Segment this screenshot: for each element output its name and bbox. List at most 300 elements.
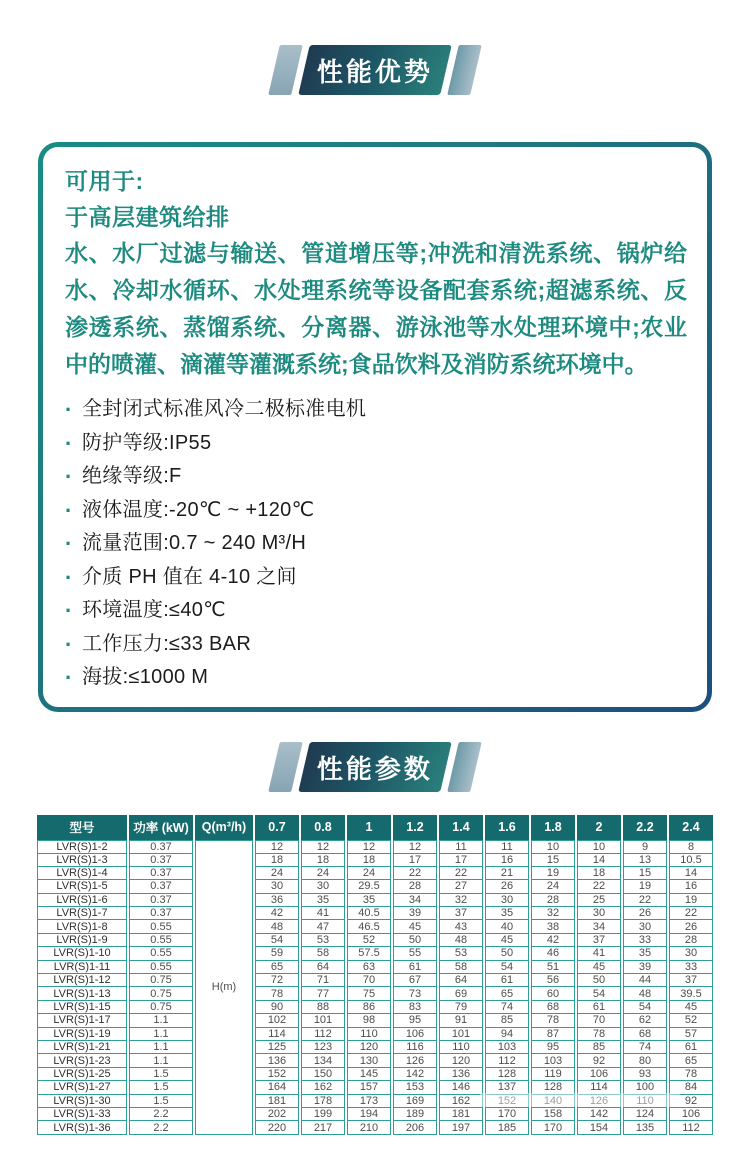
- head-value-cell: 54: [255, 934, 299, 947]
- head-value-cell: 78: [577, 1028, 621, 1041]
- head-value-cell: 26: [669, 920, 713, 933]
- spec-item-insulation: · 绝缘等级:F: [65, 460, 687, 494]
- head-value-cell: 8: [669, 840, 713, 854]
- head-value-cell: 28: [531, 894, 575, 907]
- head-value-cell: 40: [485, 920, 529, 933]
- head-meters-cell: H(m): [195, 840, 253, 1135]
- badge-accent-left: [268, 742, 303, 792]
- head-value-cell: 197: [439, 1121, 483, 1134]
- column-header: 1.6: [485, 815, 529, 840]
- head-value-cell: 100: [623, 1081, 667, 1094]
- power-cell: 2.2: [129, 1108, 193, 1121]
- head-value-cell: 136: [439, 1068, 483, 1081]
- head-value-cell: 83: [393, 1001, 437, 1014]
- head-value-cell: 45: [485, 934, 529, 947]
- head-value-cell: 125: [255, 1041, 299, 1054]
- spec-item-motor: · 全封闭式标准风冷二极标准电机: [65, 393, 687, 427]
- model-cell: LVR(S)1-33: [37, 1108, 127, 1121]
- column-header: 0.8: [301, 815, 345, 840]
- badge-accent-right: [447, 45, 482, 95]
- model-cell: LVR(S)1-9: [37, 934, 127, 947]
- head-value-cell: 114: [255, 1028, 299, 1041]
- head-value-cell: 126: [393, 1054, 437, 1067]
- head-value-cell: 22: [393, 867, 437, 880]
- head-value-cell: 18: [301, 854, 345, 867]
- head-value-cell: 74: [623, 1041, 667, 1054]
- column-header: 1.2: [393, 815, 437, 840]
- column-header: 2.4: [669, 815, 713, 840]
- model-cell: LVR(S)1-21: [37, 1041, 127, 1054]
- head-value-cell: 95: [531, 1041, 575, 1054]
- table-row: [37, 1001, 713, 1014]
- head-value-cell: 162: [301, 1081, 345, 1094]
- head-value-cell: 24: [347, 867, 391, 880]
- head-value-cell: 103: [485, 1041, 529, 1054]
- head-value-cell: 173: [347, 1095, 391, 1108]
- head-value-cell: 62: [623, 1014, 667, 1027]
- head-value-cell: 38: [531, 920, 575, 933]
- head-value-cell: 57.5: [347, 947, 391, 960]
- head-value-cell: 85: [485, 1014, 529, 1027]
- head-value-cell: 78: [255, 987, 299, 1000]
- head-value-cell: 12: [347, 840, 391, 854]
- table-row: [37, 840, 713, 854]
- head-value-cell: 91: [439, 1014, 483, 1027]
- power-cell: 0.37: [129, 867, 193, 880]
- head-value-cell: 68: [531, 1001, 575, 1014]
- spec-item-ph: · 介质 PH 值在 4-10 之间: [65, 561, 687, 595]
- head-value-cell: 120: [439, 1054, 483, 1067]
- head-value-cell: 90: [255, 1001, 299, 1014]
- head-value-cell: 69: [439, 987, 483, 1000]
- column-header: 1: [347, 815, 391, 840]
- head-value-cell: 30: [623, 920, 667, 933]
- head-value-cell: 43: [439, 920, 483, 933]
- head-value-cell: 33: [623, 934, 667, 947]
- head-value-cell: 84: [669, 1081, 713, 1094]
- badge-shape: [298, 742, 452, 792]
- power-cell: 1.5: [129, 1095, 193, 1108]
- power-cell: 1.1: [129, 1028, 193, 1041]
- head-value-cell: 30: [301, 880, 345, 893]
- model-cell: LVR(S)1-17: [37, 1014, 127, 1027]
- head-value-cell: 110: [439, 1041, 483, 1054]
- model-cell: LVR(S)1-27: [37, 1081, 127, 1094]
- head-value-cell: 46: [531, 947, 575, 960]
- head-value-cell: 65: [255, 961, 299, 974]
- head-value-cell: 86: [347, 1001, 391, 1014]
- head-value-cell: 53: [301, 934, 345, 947]
- model-cell: LVR(S)1-4: [37, 867, 127, 880]
- head-value-cell: 112: [485, 1054, 529, 1067]
- head-value-cell: 65: [669, 1054, 713, 1067]
- head-value-cell: 22: [623, 894, 667, 907]
- head-value-cell: 52: [347, 934, 391, 947]
- head-value-cell: 61: [485, 974, 529, 987]
- head-value-cell: 142: [393, 1068, 437, 1081]
- head-value-cell: 42: [255, 907, 299, 920]
- head-value-cell: 142: [577, 1108, 621, 1121]
- model-cell: LVR(S)1-13: [37, 987, 127, 1000]
- head-value-cell: 220: [255, 1121, 299, 1134]
- head-value-cell: 32: [531, 907, 575, 920]
- head-value-cell: 206: [393, 1121, 437, 1134]
- head-value-cell: 45: [393, 920, 437, 933]
- head-value-cell: 137: [485, 1081, 529, 1094]
- section-title-advantages: 性能优势: [316, 56, 433, 87]
- head-value-cell: 65: [485, 987, 529, 1000]
- table-row: [37, 907, 713, 920]
- badge-accent-left: [268, 45, 303, 95]
- head-value-cell: 18: [347, 854, 391, 867]
- head-value-cell: 42: [531, 934, 575, 947]
- head-value-cell: 112: [301, 1028, 345, 1041]
- power-cell: 0.37: [129, 907, 193, 920]
- head-value-cell: 130: [347, 1054, 391, 1067]
- column-header: 型号: [37, 815, 127, 840]
- head-value-cell: 16: [669, 880, 713, 893]
- head-value-cell: 92: [669, 1095, 713, 1108]
- head-value-cell: 30: [255, 880, 299, 893]
- table-row: [37, 920, 713, 933]
- power-cell: 0.37: [129, 840, 193, 854]
- head-value-cell: 95: [393, 1014, 437, 1027]
- head-value-cell: 13: [623, 854, 667, 867]
- head-value-cell: 103: [531, 1054, 575, 1067]
- head-value-cell: 145: [347, 1068, 391, 1081]
- head-value-cell: 162: [439, 1095, 483, 1108]
- intro-line-1: 可用于:: [65, 168, 144, 194]
- head-value-cell: 18: [577, 867, 621, 880]
- applications-paragraph: 水、水厂过滤与输送、管道增压等;冲洗和清洗系统、锅炉给水、冷却水循环、水处理系统等设备配套系统;超滤系统、反渗透系统、蒸馏系统、分离器、游泳池等水处理环境中;农业中的喷灌、滴灌等灌溉系统;食品饮料及消防系统环境中。: [65, 240, 687, 377]
- table-row: [37, 947, 713, 960]
- head-value-cell: 178: [301, 1095, 345, 1108]
- head-value-cell: 24: [301, 867, 345, 880]
- model-cell: LVR(S)1-30: [37, 1095, 127, 1108]
- head-value-cell: 10.5: [669, 854, 713, 867]
- head-value-cell: 87: [531, 1028, 575, 1041]
- head-value-cell: 150: [301, 1068, 345, 1081]
- table-row: [37, 1014, 713, 1027]
- head-value-cell: 92: [577, 1054, 621, 1067]
- head-value-cell: 94: [485, 1028, 529, 1041]
- head-value-cell: 39: [393, 907, 437, 920]
- model-cell: LVR(S)1-11: [37, 961, 127, 974]
- table-row: [37, 1095, 713, 1108]
- table-row: [37, 1028, 713, 1041]
- spec-item-altitude: · 海拔:≤1000 M: [65, 661, 687, 695]
- head-value-cell: 19: [623, 880, 667, 893]
- head-value-cell: 185: [485, 1121, 529, 1134]
- head-value-cell: 53: [439, 947, 483, 960]
- head-value-cell: 114: [577, 1081, 621, 1094]
- head-value-cell: 152: [255, 1068, 299, 1081]
- head-value-cell: 106: [577, 1068, 621, 1081]
- head-value-cell: 164: [255, 1081, 299, 1094]
- power-cell: 0.37: [129, 894, 193, 907]
- head-value-cell: 101: [301, 1014, 345, 1027]
- head-value-cell: 102: [255, 1014, 299, 1027]
- head-value-cell: 106: [393, 1028, 437, 1041]
- head-value-cell: 170: [531, 1121, 575, 1134]
- head-value-cell: 15: [623, 867, 667, 880]
- head-value-cell: 21: [485, 867, 529, 880]
- head-value-cell: 22: [439, 867, 483, 880]
- head-value-cell: 12: [255, 840, 299, 854]
- head-value-cell: 36: [255, 894, 299, 907]
- head-value-cell: 64: [439, 974, 483, 987]
- power-cell: 0.55: [129, 947, 193, 960]
- head-value-cell: 16: [485, 854, 529, 867]
- column-header: 1.4: [439, 815, 483, 840]
- spec-list: [65, 393, 687, 695]
- head-value-cell: 28: [669, 934, 713, 947]
- head-value-cell: 60: [531, 987, 575, 1000]
- head-value-cell: 181: [255, 1095, 299, 1108]
- head-value-cell: 106: [669, 1108, 713, 1121]
- head-value-cell: 199: [301, 1108, 345, 1121]
- spec-item-ambient-temp: · 环境温度:≤40℃: [65, 594, 687, 628]
- head-value-cell: 32: [439, 894, 483, 907]
- table-row: [37, 974, 713, 987]
- head-value-cell: 26: [623, 907, 667, 920]
- power-cell: 0.37: [129, 854, 193, 867]
- head-value-cell: 48: [623, 987, 667, 1000]
- head-value-cell: 128: [485, 1068, 529, 1081]
- head-value-cell: 146: [439, 1081, 483, 1094]
- power-cell: 1.1: [129, 1014, 193, 1027]
- head-value-cell: 74: [485, 1001, 529, 1014]
- power-cell: 0.55: [129, 934, 193, 947]
- head-value-cell: 51: [531, 961, 575, 974]
- head-value-cell: 50: [577, 974, 621, 987]
- head-value-cell: 40.5: [347, 907, 391, 920]
- spec-item-liquid-temp: · 液体温度:-20℃ ~ +120℃: [65, 494, 687, 528]
- head-value-cell: 45: [669, 1001, 713, 1014]
- badge-shape: [298, 45, 452, 95]
- column-header: 2: [577, 815, 621, 840]
- table-row: [37, 961, 713, 974]
- table-row: [37, 1054, 713, 1067]
- head-value-cell: 98: [347, 1014, 391, 1027]
- head-value-cell: 22: [577, 880, 621, 893]
- head-value-cell: 189: [393, 1108, 437, 1121]
- head-value-cell: 135: [623, 1121, 667, 1134]
- head-value-cell: 50: [393, 934, 437, 947]
- head-value-cell: 10: [531, 840, 575, 854]
- head-value-cell: 14: [577, 854, 621, 867]
- column-header: 2.2: [623, 815, 667, 840]
- head-value-cell: 70: [577, 1014, 621, 1027]
- info-box: [43, 147, 707, 707]
- table-header-row: [37, 815, 713, 840]
- head-value-cell: 26: [485, 880, 529, 893]
- power-cell: 1.1: [129, 1041, 193, 1054]
- head-value-cell: 136: [255, 1054, 299, 1067]
- head-value-cell: 18: [255, 854, 299, 867]
- head-value-cell: 58: [301, 947, 345, 960]
- head-value-cell: 15: [531, 854, 575, 867]
- head-value-cell: 73: [393, 987, 437, 1000]
- head-value-cell: 39: [623, 961, 667, 974]
- head-value-cell: 181: [439, 1108, 483, 1121]
- head-value-cell: 70: [347, 974, 391, 987]
- head-value-cell: 123: [301, 1041, 345, 1054]
- head-value-cell: 9: [623, 840, 667, 854]
- head-value-cell: 119: [531, 1068, 575, 1081]
- head-value-cell: 10: [577, 840, 621, 854]
- head-value-cell: 19: [531, 867, 575, 880]
- power-cell: 0.75: [129, 1001, 193, 1014]
- model-cell: LVR(S)1-2: [37, 840, 127, 854]
- section-badge-parameters: [0, 742, 750, 792]
- head-value-cell: 30: [577, 907, 621, 920]
- head-value-cell: 44: [623, 974, 667, 987]
- head-value-cell: 46.5: [347, 920, 391, 933]
- head-value-cell: 170: [485, 1108, 529, 1121]
- head-value-cell: 54: [577, 987, 621, 1000]
- model-cell: LVR(S)1-6: [37, 894, 127, 907]
- head-value-cell: 56: [531, 974, 575, 987]
- head-value-cell: 67: [393, 974, 437, 987]
- head-value-cell: 126: [577, 1095, 621, 1108]
- column-header: 0.7: [255, 815, 299, 840]
- section-badge-advantages: [0, 45, 750, 95]
- head-value-cell: 25: [577, 894, 621, 907]
- model-cell: LVR(S)1-12: [37, 974, 127, 987]
- head-value-cell: 61: [669, 1041, 713, 1054]
- head-value-cell: 48: [439, 934, 483, 947]
- head-value-cell: 152: [485, 1095, 529, 1108]
- head-value-cell: 54: [623, 1001, 667, 1014]
- head-value-cell: 22: [669, 907, 713, 920]
- table-row: [37, 880, 713, 893]
- section-title-parameters: 性能参数: [316, 753, 433, 783]
- power-cell: 0.55: [129, 920, 193, 933]
- power-cell: 0.75: [129, 987, 193, 1000]
- model-cell: LVR(S)1-36: [37, 1121, 127, 1134]
- head-value-cell: 78: [531, 1014, 575, 1027]
- column-header: Q(m³/h): [195, 815, 253, 840]
- head-value-cell: 71: [301, 974, 345, 987]
- parameters-table: [35, 815, 715, 1135]
- spec-item-protection: · 防护等级:IP55: [65, 427, 687, 461]
- head-value-cell: 35: [301, 894, 345, 907]
- head-value-cell: 75: [347, 987, 391, 1000]
- head-value-cell: 39.5: [669, 987, 713, 1000]
- model-cell: LVR(S)1-3: [37, 854, 127, 867]
- head-value-cell: 17: [439, 854, 483, 867]
- head-value-cell: 77: [301, 987, 345, 1000]
- badge-accent-right: [447, 742, 482, 792]
- head-value-cell: 24: [531, 880, 575, 893]
- head-value-cell: 134: [301, 1054, 345, 1067]
- table-row: [37, 987, 713, 1000]
- table-row: [37, 894, 713, 907]
- head-value-cell: 61: [393, 961, 437, 974]
- head-value-cell: 34: [577, 920, 621, 933]
- head-value-cell: 35: [623, 947, 667, 960]
- power-cell: 1.5: [129, 1068, 193, 1081]
- head-value-cell: 88: [301, 1001, 345, 1014]
- head-value-cell: 19: [669, 894, 713, 907]
- head-value-cell: 80: [623, 1054, 667, 1067]
- head-value-cell: 128: [531, 1081, 575, 1094]
- head-value-cell: 153: [393, 1081, 437, 1094]
- head-value-cell: 37: [577, 934, 621, 947]
- head-value-cell: 101: [439, 1028, 483, 1041]
- head-value-cell: 27: [439, 880, 483, 893]
- model-cell: LVR(S)1-10: [37, 947, 127, 960]
- head-value-cell: 24: [255, 867, 299, 880]
- head-value-cell: 217: [301, 1121, 345, 1134]
- head-value-cell: 169: [393, 1095, 437, 1108]
- table-row: [37, 1041, 713, 1054]
- head-value-cell: 64: [301, 961, 345, 974]
- power-cell: 1.1: [129, 1054, 193, 1067]
- head-value-cell: 79: [439, 1001, 483, 1014]
- info-box-border: [38, 142, 712, 712]
- table-row: [37, 1121, 713, 1134]
- table-row: [37, 934, 713, 947]
- model-cell: LVR(S)1-23: [37, 1054, 127, 1067]
- intro-line-2: 于高层建筑给排: [65, 204, 230, 230]
- head-value-cell: 29.5: [347, 880, 391, 893]
- head-value-cell: 12: [393, 840, 437, 854]
- spec-item-flow-range: · 流量范围:0.7 ~ 240 M³/H: [65, 527, 687, 561]
- head-value-cell: 48: [255, 920, 299, 933]
- model-cell: LVR(S)1-5: [37, 880, 127, 893]
- head-value-cell: 12: [301, 840, 345, 854]
- column-header: 1.8: [531, 815, 575, 840]
- head-value-cell: 17: [393, 854, 437, 867]
- head-value-cell: 78: [669, 1068, 713, 1081]
- head-value-cell: 35: [347, 894, 391, 907]
- power-cell: 2.2: [129, 1121, 193, 1134]
- head-value-cell: 110: [623, 1095, 667, 1108]
- head-value-cell: 112: [669, 1121, 713, 1134]
- head-value-cell: 45: [577, 961, 621, 974]
- head-value-cell: 93: [623, 1068, 667, 1081]
- head-value-cell: 55: [393, 947, 437, 960]
- head-value-cell: 37: [439, 907, 483, 920]
- head-value-cell: 68: [623, 1028, 667, 1041]
- head-value-cell: 11: [485, 840, 529, 854]
- head-value-cell: 58: [439, 961, 483, 974]
- head-value-cell: 50: [485, 947, 529, 960]
- head-value-cell: 30: [669, 947, 713, 960]
- column-header: 功率 (kW): [129, 815, 193, 840]
- head-value-cell: 124: [623, 1108, 667, 1121]
- head-value-cell: 154: [577, 1121, 621, 1134]
- head-value-cell: 210: [347, 1121, 391, 1134]
- head-value-cell: 37: [669, 974, 713, 987]
- model-cell: LVR(S)1-19: [37, 1028, 127, 1041]
- power-cell: 0.37: [129, 880, 193, 893]
- table-row: [37, 1068, 713, 1081]
- head-value-cell: 35: [485, 907, 529, 920]
- power-cell: 0.75: [129, 974, 193, 987]
- power-cell: 1.5: [129, 1081, 193, 1094]
- head-value-cell: 57: [669, 1028, 713, 1041]
- head-value-cell: 41: [577, 947, 621, 960]
- head-value-cell: 28: [393, 880, 437, 893]
- head-value-cell: 34: [393, 894, 437, 907]
- head-value-cell: 140: [531, 1095, 575, 1108]
- head-value-cell: 52: [669, 1014, 713, 1027]
- table-row: [37, 1081, 713, 1094]
- head-value-cell: 14: [669, 867, 713, 880]
